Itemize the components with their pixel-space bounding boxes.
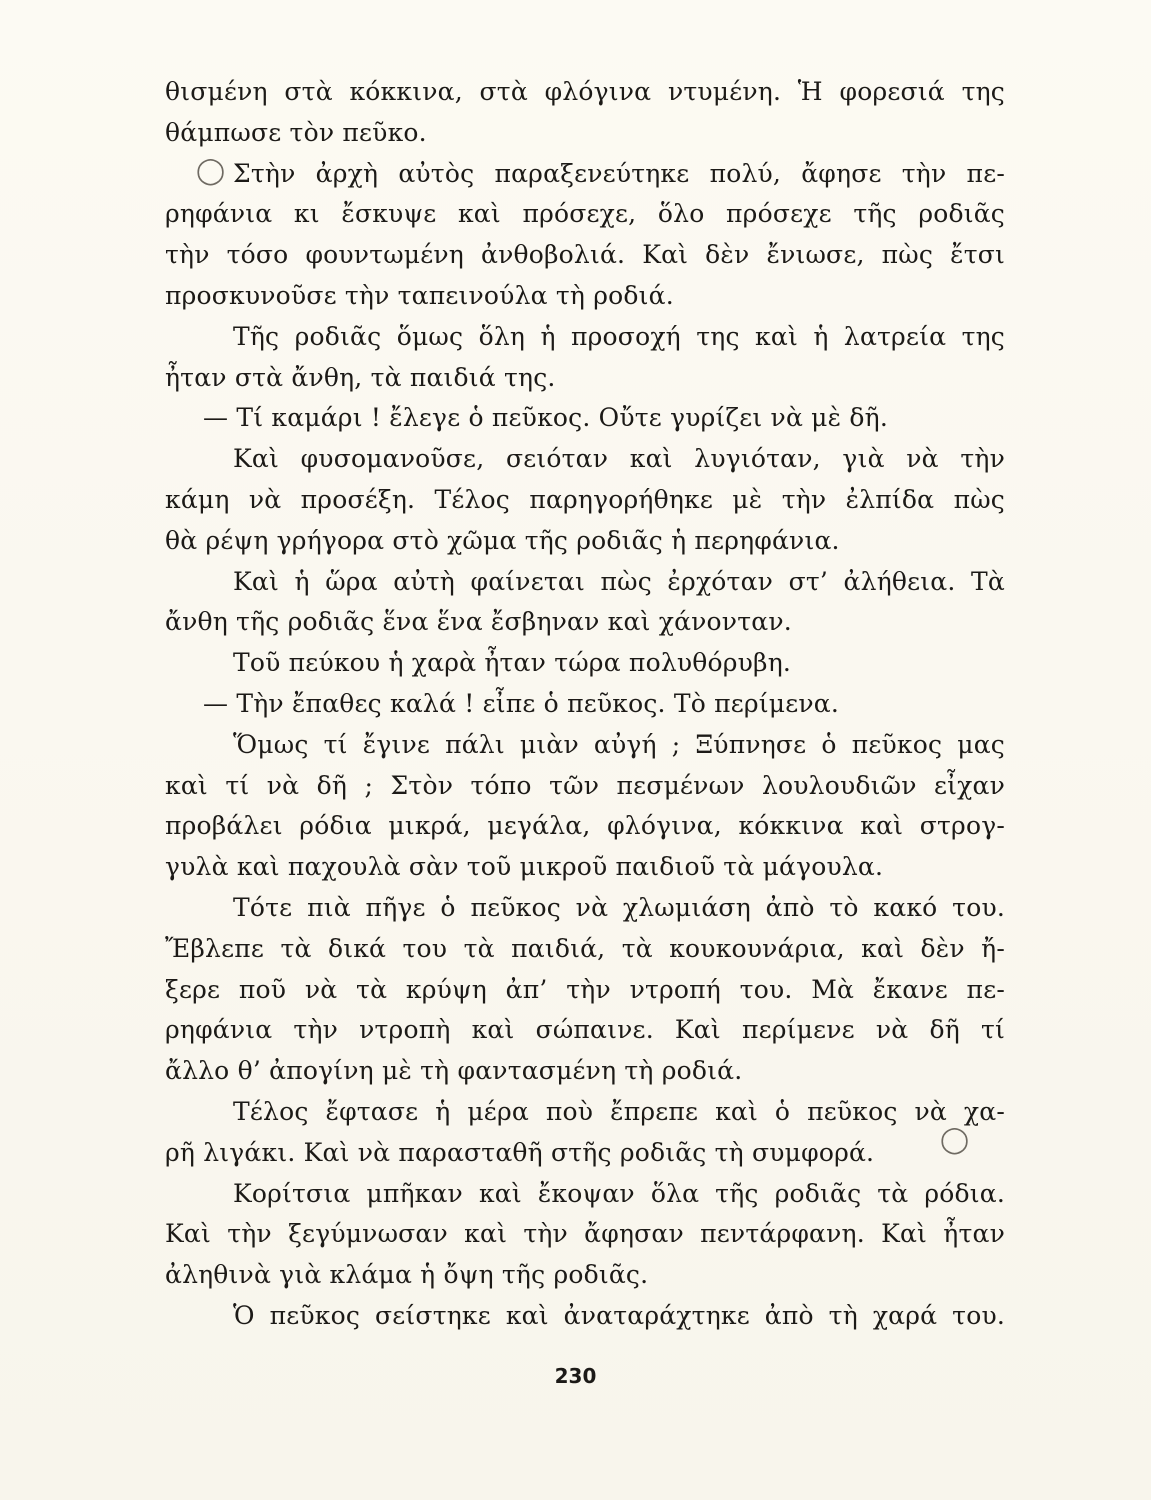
text-line: θὰ ρέψη γρήγορα στὸ χῶμα τῆς ροδιᾶς ἡ περηφάνια. [165, 525, 840, 555]
text-line: καὶ τί νὰ δῆ ; Στὸν τόπο τῶν πεσμένων λουλουδιῶν εἶχαν [165, 770, 1005, 800]
text-line: τὴν τόσο φουντωμένη ἀνθοβολιά. Καὶ δὲν ἔνιωσε, πὼς ἔτσι [165, 240, 1005, 270]
text-line: Ὅμως τί ἔγινε πάλι μιὰν αὐγή ; Ξύπνησε ὁ πεῦκος μας [233, 729, 1005, 759]
pencil-mark-icon: ◯ [940, 1125, 970, 1155]
text-line: Τοῦ πεύκου ἡ χαρὰ ἦταν τώρα πολυθόρυβη. [233, 648, 792, 678]
text-line: Καὶ φυσομανοῦσε, σειόταν καὶ λυγιόταν, γιὰ νὰ τὴν [233, 444, 1005, 474]
text-line: Τέλος ἔφτασε ἡ μέρα ποὺ ἔπρεπε καὶ ὁ πεῦκος νὰ χα- [233, 1096, 1005, 1126]
text-line: — Τί καμάρι ! ἔλεγε ὁ πεῦκος. Οὔτε γυρίζει νὰ μὲ δῆ. [203, 403, 888, 433]
pencil-mark-icon: ◯ [196, 156, 226, 186]
text-line: ἄλλο θ’ ἀπογίνη μὲ τὴ φαντασμένη τὴ ροδιά. [165, 1056, 743, 1086]
text-line: γυλὰ καὶ παχουλὰ σὰν τοῦ μικροῦ παιδιοῦ τὰ μάγουλα. [165, 852, 884, 882]
text-line: Τῆς ροδιᾶς ὅμως ὅλη ἡ προσοχή της καὶ ἡ λατρεία της [233, 321, 1005, 351]
text-line: προσκυνοῦσε τὴν ταπεινούλα τὴ ροδιά. [165, 280, 674, 310]
text-line: Καὶ ἡ ὥρα αὐτὴ φαίνεται πὼς ἐρχόταν στ’ ἀλήθεια. Τὰ [233, 566, 1005, 596]
text-line: ἀληθινὰ γιὰ κλάμα ἡ ὄψη τῆς ροδιᾶς. [165, 1260, 649, 1290]
text-line: Ὁ πεῦκος σείστηκε καὶ ἀναταράχτηκε ἀπὸ τὴ χαρά του. [233, 1300, 1005, 1330]
body-text [165, 72, 1005, 1337]
text-line: Στὴν ἀρχὴ αὐτὸς παραξενεύτηκε πολύ, ἄφησε τὴν πε- [233, 158, 1005, 188]
text-line: θισμένη στὰ κόκκινα, στὰ φλόγινα ντυμένη. Ἡ φορεσιά της [165, 77, 1005, 106]
text-line: Ἔβλεπε τὰ δικά του τὰ παιδιά, τὰ κουκουνάρια, καὶ δὲν ἤ- [165, 933, 1005, 963]
text-line: κάμη νὰ προσέξη. Τέλος παρηγορήθηκε μὲ τὴν ἐλπίδα πὼς [165, 484, 1005, 514]
text-line: ξερε ποῦ νὰ τὰ κρύψη ἀπ’ τὴν ντροπή του. Μὰ ἔκανε πε- [165, 974, 1005, 1004]
page-number: 230 [554, 1364, 597, 1388]
text-line: ρῆ λιγάκι. Καὶ νὰ παρασταθῆ στῆς ροδιᾶς τὴ συμφορά. [165, 1137, 875, 1167]
text-line: προβάλει ρόδια μικρά, μεγάλα, φλόγινα, κόκκινα καὶ στρογ- [165, 811, 1005, 841]
text-line: θάμπωσε τὸν πεῦκο. [165, 117, 427, 147]
text-line: ἄνθη τῆς ροδιᾶς ἕνα ἕνα ἔσβηναν καὶ χάνονταν. [165, 607, 792, 637]
text-line: ἦταν στὰ ἄνθη, τὰ παιδιά της. [165, 362, 556, 392]
text-line: Καὶ τὴν ξεγύμνωσαν καὶ τὴν ἄφησαν πεντάρφανη. Καὶ ἦταν [165, 1219, 1005, 1249]
text-line: ρηφάνια τὴν ντροπὴ καὶ σώπαινε. Καὶ περίμενε νὰ δῆ τί [165, 1015, 1005, 1045]
text-line: Τότε πιὰ πῆγε ὁ πεῦκος νὰ χλωμιάση ἀπὸ τὸ κακό του. [233, 892, 1005, 922]
text-line: ρηφάνια κι ἔσκυψε καὶ πρόσεχε, ὅλο πρόσεχε τῆς ροδιᾶς [165, 199, 1005, 229]
text-line: — Τὴν ἔπαθες καλά ! εἶπε ὁ πεῦκος. Τὸ περίμενα. [203, 688, 840, 718]
text-line: Κορίτσια μπῆκαν καὶ ἔκοψαν ὅλα τῆς ροδιᾶς τὰ ρόδια. [233, 1178, 1005, 1208]
